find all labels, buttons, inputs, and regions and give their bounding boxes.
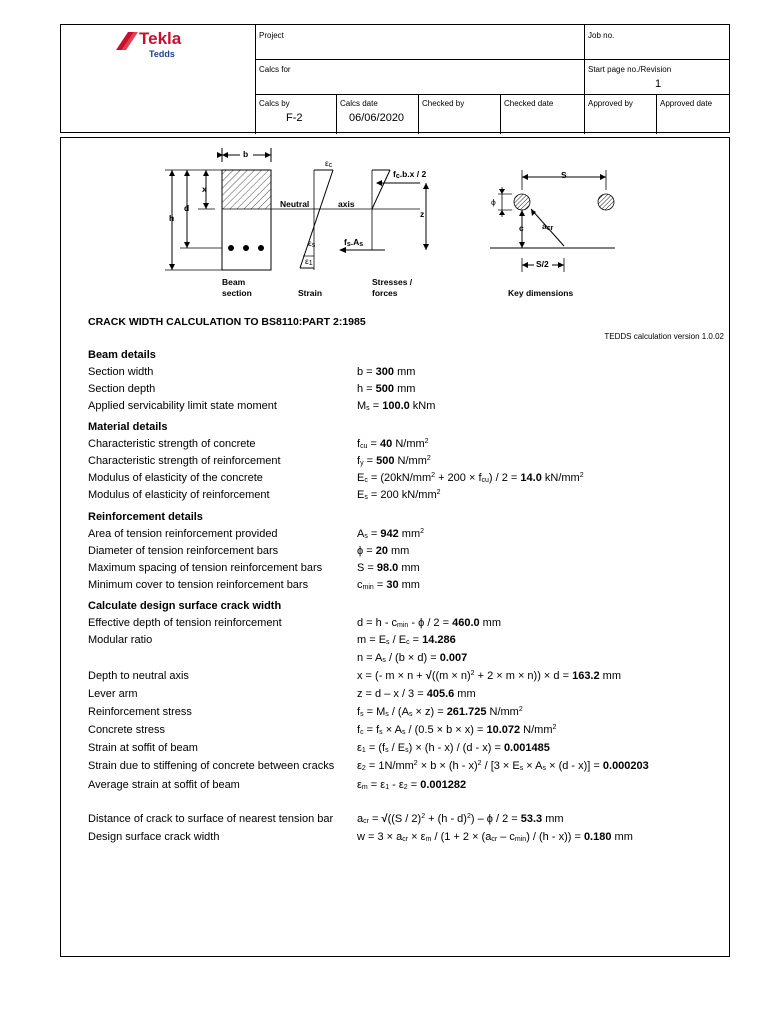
label-axis: axis bbox=[338, 199, 355, 209]
row-label-w: Design surface crack width bbox=[88, 831, 220, 843]
row-value-es: $E_s = 200$ $kN/mm^2$ bbox=[357, 489, 441, 501]
row-label-e1: Strain at soffit of beam bbox=[88, 742, 198, 754]
label-acr: $a_{cr}$ bbox=[542, 221, 554, 232]
row-label-z: Lever arm bbox=[88, 688, 138, 700]
calc-title: CRACK WIDTH CALCULATION TO BS8110:PART 2:1985 bbox=[88, 316, 366, 328]
checked-by-label: Checked by bbox=[422, 99, 465, 108]
beam-section bbox=[222, 170, 271, 270]
label-neutral: Neutral bbox=[280, 199, 310, 209]
row-value-fcu: $f_{cu} = 40$ $N/mm^2$ bbox=[357, 438, 429, 450]
caption-beam: Beam bbox=[222, 277, 246, 287]
calcs-by-value: F-2 bbox=[286, 112, 303, 124]
row-label-as: Area of tension reinforcement provided bbox=[88, 528, 278, 540]
row-label-em: Average strain at soffit of beam bbox=[88, 779, 240, 791]
row-value-spacing: S = 98.0 mm bbox=[357, 562, 420, 574]
row-label-ec: Modulus of elasticity of the concrete bbox=[88, 472, 263, 484]
row-value-acr: $a_{cr} = √((S / 2)^2 + (h - d)^2) - \phi / 2 = 53.3$ mm bbox=[357, 813, 564, 825]
row-value-cmin: $c_{min} = 30$ mm bbox=[357, 579, 420, 591]
calcs-date-value: 06/06/2020 bbox=[349, 112, 405, 124]
heading-reinforcement-details: Reinforcement details bbox=[88, 511, 203, 523]
label-phi: ϕ bbox=[491, 197, 496, 207]
logo-product: Tedds bbox=[149, 49, 175, 59]
label-h: h bbox=[169, 213, 175, 223]
row-value-section-depth: h = 500 mm bbox=[357, 383, 416, 395]
row-value-fs: $f_s = M_s / (A_s \times z) = 261.725$ $N/mm^2$ bbox=[357, 706, 523, 718]
row-value-fc: $f_c = f_s \times A_s / (0.5 \times b \times x) = 10.072$ $N/mm^2$ bbox=[357, 724, 557, 736]
row-label-section-depth: Section depth bbox=[88, 383, 156, 395]
calcs-by-label: Calcs by bbox=[259, 99, 290, 108]
approved-by-label: Approved by bbox=[588, 99, 633, 108]
label-fs-force: $f_s.A_s$ bbox=[344, 237, 364, 248]
row-value-d: $d = h - c_{min} - \phi / 2 = 460.0$ mm bbox=[357, 617, 502, 629]
row-label-modular-ratio: Modular ratio bbox=[88, 634, 153, 646]
row-label-fy: Characteristic strength of reinforcement bbox=[88, 455, 281, 467]
label-d: d bbox=[184, 203, 190, 213]
label-c: c bbox=[519, 223, 524, 233]
row-value-phi: ϕ = 20 mm bbox=[357, 545, 410, 557]
row-value-e2: $\varepsilon_2 = 1N/mm^2 \times b \times (h - x)^2 / [3 \times E_s \times A_s \times (d - x)] = 0.000203$ bbox=[357, 760, 649, 772]
row-label-acr: Distance of crack to surface of nearest tension bar bbox=[88, 813, 334, 825]
row-value-ec: $E_c = (20kN/mm^2 + 200 \times f_{cu}) / 2 = 14.0$ $kN/mm^2$ bbox=[357, 472, 584, 484]
row-value-moment: $M_s = 100.0$ kNm bbox=[357, 400, 436, 412]
row-value-z: z = d – x / 3 = 405.6 mm bbox=[357, 688, 476, 700]
start-page-label: Start page no./Revision bbox=[588, 65, 672, 74]
row-value-section-width: b = 300 mm bbox=[357, 366, 416, 378]
row-label-cmin: Minimum cover to tension reinforcement bars bbox=[88, 579, 309, 591]
row-label-fc: Concrete stress bbox=[88, 724, 166, 736]
label-eps-s: $\varepsilon_s$ bbox=[308, 238, 316, 249]
heading-material-details: Material details bbox=[88, 421, 168, 433]
project-label: Project bbox=[259, 31, 284, 40]
row-label-es: Modulus of elasticity of reinforcement bbox=[88, 489, 270, 501]
row-label-d: Effective depth of tension reinforcement bbox=[88, 617, 282, 629]
checked-date-label: Checked date bbox=[504, 99, 554, 108]
caption-strain: Strain bbox=[298, 288, 323, 298]
strain-diagram bbox=[300, 170, 333, 270]
crack-width-diagram bbox=[0, 0, 768, 320]
caption-section: section bbox=[222, 288, 252, 298]
calc-version: TEDDS calculation version 1.0.02 bbox=[604, 332, 724, 341]
heading-beam-details: Beam details bbox=[88, 349, 156, 361]
row-label-section-width: Section width bbox=[88, 366, 154, 378]
calcs-for-label: Calcs for bbox=[259, 65, 291, 74]
label-b: b bbox=[243, 149, 249, 159]
row-value-e1: $\varepsilon_1 = (f_s / E_s) \times (h - x) / (d - x) = 0.001485$ bbox=[357, 742, 550, 754]
row-value-x: x = (- $m \times n + √((m \times n)^2 + 2 \times m \times n)) \times d = 163.2$ mm bbox=[357, 670, 621, 682]
label-s-half: S/2 bbox=[536, 259, 549, 269]
approved-date-label: Approved date bbox=[660, 99, 713, 108]
row-label-phi: Diameter of tension reinforcement bars bbox=[88, 545, 279, 557]
job-no-label: Job no. bbox=[588, 31, 615, 40]
row-label-e2: Strain due to stiffening of concrete between cracks bbox=[88, 760, 335, 772]
row-label-moment: Applied servicability limit state moment bbox=[88, 400, 277, 412]
row-label-spacing: Maximum spacing of tension reinforcement bars bbox=[88, 562, 323, 574]
row-value-modular-ratio: $m = E_s / E_c = 14.286$ bbox=[357, 634, 456, 646]
label-eps-1: $\varepsilon_1$ bbox=[305, 256, 313, 267]
label-eps-c: $\varepsilon_c$ bbox=[325, 158, 333, 169]
caption-key-dimensions: Key dimensions bbox=[508, 288, 574, 298]
logo-brand: Tekla bbox=[139, 29, 182, 48]
calcs-date-label: Calcs date bbox=[340, 99, 378, 108]
label-s: S bbox=[561, 170, 567, 180]
row-value-w: $w = 3 \times a_{cr} \times \varepsilon_m / (1 + 2 \times (a_{cr} - c_{min}) / (h - x)) = 0.180$ mm bbox=[357, 831, 633, 843]
label-x: x bbox=[202, 184, 207, 194]
row-value-n: $n = A_s / (b \times d) = 0.007$ bbox=[357, 652, 468, 664]
label-fc-force: $f_c.b.x / 2$ bbox=[393, 169, 427, 180]
caption-forces: forces bbox=[372, 288, 398, 298]
row-value-em: $\varepsilon_m = \varepsilon_1 - \varepsilon_2 = 0.001282$ bbox=[357, 779, 467, 791]
row-label-x: Depth to neutral axis bbox=[88, 670, 189, 682]
caption-stresses: Stresses / bbox=[372, 277, 413, 287]
heading-design-crack-width: Calculate design surface crack width bbox=[88, 600, 282, 612]
row-value-fy: $f_y = 500$ $N/mm^2$ bbox=[357, 455, 431, 467]
row-label-fs: Reinforcement stress bbox=[88, 706, 192, 718]
label-z: z bbox=[420, 209, 425, 219]
row-label-fcu: Characteristic strength of concrete bbox=[88, 438, 256, 450]
start-page-value: 1 bbox=[655, 78, 662, 90]
row-value-as: $A_s = 942$ $mm^2$ bbox=[357, 528, 425, 540]
